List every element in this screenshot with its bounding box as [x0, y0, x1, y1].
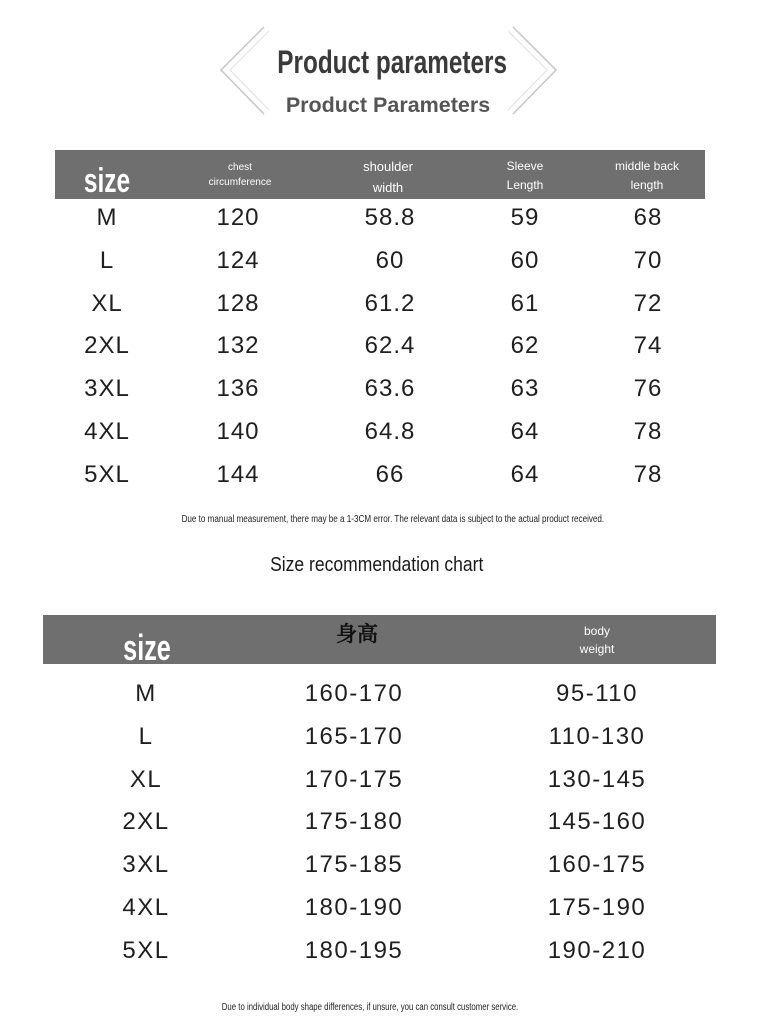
body-shape-note: Due to individual body shape differences, if unsure, you can consult customer service. [221, 1002, 519, 1013]
size-cell: XL [129, 766, 163, 793]
weight-cell: 95-110 [556, 680, 638, 707]
chest-header-line2: circumference [208, 177, 272, 188]
param-row [0, 324, 768, 367]
sleeve-cell: 61 [510, 290, 540, 317]
size-cell: 5XL [122, 937, 170, 964]
back-length-cell: 70 [633, 247, 663, 274]
chest-cell: 140 [216, 418, 260, 445]
weight-cell: 130-145 [547, 766, 647, 793]
weight-cell: 160-175 [547, 851, 647, 878]
size-cell: 4XL [84, 418, 130, 445]
height-cell: 170-175 [304, 766, 404, 793]
recommendation-title: Size recommendation chart [270, 554, 484, 576]
param-row [0, 196, 768, 239]
recommendation-row [0, 886, 768, 929]
recommendation-row [0, 800, 768, 843]
back-length-cell: 78 [633, 418, 663, 445]
weight-cell: 145-160 [547, 808, 647, 835]
sleeve-header-line2: Length [506, 178, 544, 192]
back-length-cell: 72 [633, 290, 663, 317]
sleeve-cell: 63 [510, 375, 540, 402]
body-shape-note-container [0, 999, 740, 1015]
height-cell: 175-185 [304, 851, 404, 878]
size-cell: 3XL [84, 375, 130, 402]
shoulder-cell: 66 [375, 461, 405, 488]
weight-cell: 190-210 [547, 937, 647, 964]
shoulder-header-line2: width [372, 180, 404, 195]
shoulder-cell: 61.2 [364, 290, 416, 317]
measurement-note: Due to manual measurement, there may be a 1-3CM error. The relevant data is subject to the actual product received. [181, 514, 605, 525]
param-row [0, 453, 768, 496]
sleeve-cell: 59 [510, 204, 540, 231]
shoulder-cell: 62.4 [364, 332, 416, 359]
param-row [0, 239, 768, 282]
size-cell: L [99, 247, 115, 274]
page-title: Product parameters [277, 44, 507, 80]
height-cell: 175-180 [304, 808, 404, 835]
params-size-header: size [83, 162, 131, 200]
size-cell: 2XL [122, 808, 170, 835]
sleeve-cell: 62 [510, 332, 540, 359]
shoulder-cell: 63.6 [364, 375, 416, 402]
recommendation-size-header: size [123, 627, 171, 668]
page-title-container [200, 44, 584, 87]
chest-cell: 120 [216, 204, 260, 231]
param-row [0, 282, 768, 325]
weight-header-line2: weight [579, 642, 615, 656]
chest-cell: 128 [216, 290, 260, 317]
back-length-cell: 74 [633, 332, 663, 359]
size-cell: XL [91, 290, 123, 317]
back-length-cell: 68 [633, 204, 663, 231]
weight-cell: 110-130 [548, 723, 646, 750]
shoulder-cell: 58.8 [364, 204, 416, 231]
shoulder-header-line1: shoulder [363, 159, 413, 174]
height-cell: 180-190 [304, 894, 404, 921]
chest-cell: 132 [216, 332, 260, 359]
sleeve-cell: 64 [510, 461, 540, 488]
size-cell: M [96, 204, 118, 231]
sleeve-cell: 60 [510, 247, 540, 274]
page-subtitle-container [188, 92, 588, 121]
shoulder-cell: 64.8 [364, 418, 416, 445]
recommendation-row [0, 672, 768, 715]
sleeve-header-line1: Sleeve [506, 159, 544, 173]
back-length-header-line2: length [630, 178, 664, 192]
weight-header-line1: body [583, 624, 611, 638]
back-length-header-line1: middle back [614, 159, 680, 173]
size-cell: 2XL [84, 332, 130, 359]
height-header: 身高 [336, 623, 378, 646]
height-cell: 160-170 [304, 680, 404, 707]
size-cell: M [135, 680, 157, 707]
chest-cell: 144 [216, 461, 260, 488]
recommendation-row [0, 758, 768, 801]
page-subtitle: Product Parameters [285, 93, 491, 117]
chest-header-line1: chest [228, 162, 252, 173]
weight-cell: 175-190 [547, 894, 647, 921]
shoulder-cell: 60 [375, 247, 405, 274]
height-cell: 180-195 [304, 937, 404, 964]
recommendation-title-container [0, 552, 754, 580]
sleeve-cell: 64 [510, 418, 540, 445]
param-row [0, 410, 768, 453]
recommendation-row [0, 929, 768, 972]
chest-cell: 124 [216, 247, 260, 274]
back-length-cell: 78 [633, 461, 663, 488]
size-cell: 5XL [84, 461, 130, 488]
measurement-note-container [18, 511, 768, 527]
size-cell: 3XL [122, 851, 170, 878]
back-length-cell: 76 [633, 375, 663, 402]
size-cell: L [138, 723, 154, 750]
chest-cell: 136 [216, 375, 260, 402]
size-cell: 4XL [122, 894, 170, 921]
recommendation-row [0, 843, 768, 886]
height-cell: 165-170 [304, 723, 404, 750]
param-row [0, 367, 768, 410]
recommendation-row [0, 715, 768, 758]
